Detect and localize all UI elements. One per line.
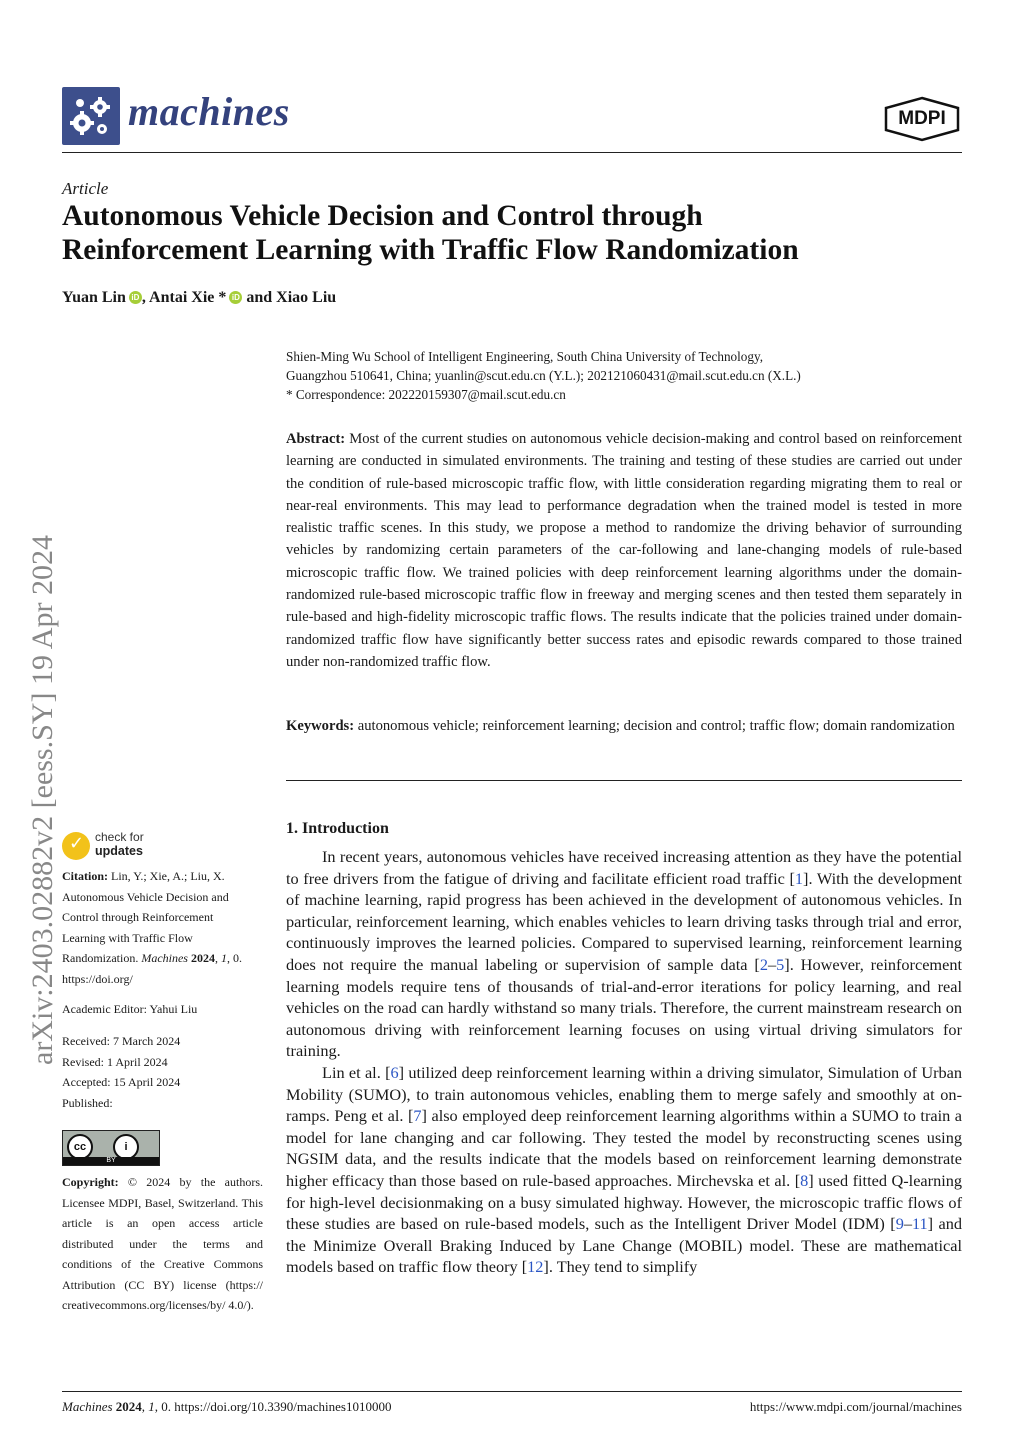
citation-link[interactable]: 1 xyxy=(794,868,804,888)
citation-link[interactable]: 12 xyxy=(527,1257,544,1277)
citation-link[interactable]: 9 xyxy=(895,1214,904,1234)
copyright-notice xyxy=(62,1172,263,1316)
dates-block xyxy=(62,1031,267,1113)
journal-logo xyxy=(62,87,120,145)
copyright-label: Copyright: xyxy=(62,1175,119,1189)
gears-icon xyxy=(62,87,120,145)
abstract xyxy=(286,428,962,673)
article-title xyxy=(62,199,962,267)
updates-label: updates xyxy=(95,844,143,858)
author-3[interactable]: Xiao Liu xyxy=(276,289,337,306)
affiliation-line: Shien-Ming Wu School of Intelligent Engineering, South China University of Technology, xyxy=(286,349,764,364)
publisher-name: MDPI xyxy=(898,108,946,129)
published-date: Published: xyxy=(62,1095,113,1110)
citation-link[interactable]: 5 xyxy=(776,954,785,974)
author-list: Yuan Lin iD , Antai Xie * iD and Xiao Liu xyxy=(62,289,337,306)
citation-doi-link[interactable]: https://doi.org/ xyxy=(62,971,133,986)
attribution-person-icon: i xyxy=(113,1134,139,1160)
check-label: check for xyxy=(95,830,144,844)
section-heading: 1. Introduction xyxy=(286,820,389,837)
orcid-icon[interactable]: iD xyxy=(129,291,142,304)
title-line-1: Autonomous Vehicle Decision and Control through xyxy=(62,200,703,232)
journal-name: machines xyxy=(128,89,290,134)
revised-date: Revised: 1 April 2024 xyxy=(62,1054,168,1069)
orcid-icon[interactable]: iD xyxy=(229,291,242,304)
by-label: BY xyxy=(63,1157,159,1165)
footer-citation: Machines 2024, 1, 0. https://doi.org/10.3390/machines1010000 xyxy=(62,1399,392,1414)
section-divider xyxy=(286,780,962,781)
accepted-date: Accepted: 15 April 2024 xyxy=(62,1075,181,1089)
affiliation xyxy=(286,347,962,404)
keywords-text: autonomous vehicle; reinforcement learning; decision and control; traffic flow; domain randomization xyxy=(354,718,955,734)
title-line-2: Reinforcement Learning with Traffic Flow Randomization xyxy=(62,234,799,266)
checkmark-icon: ✓ xyxy=(62,832,90,860)
cc-icon: cc xyxy=(67,1134,93,1160)
keywords xyxy=(286,715,962,737)
header-divider xyxy=(62,152,962,153)
keywords-label: Keywords: xyxy=(286,718,355,734)
citation-link[interactable]: 7 xyxy=(413,1106,422,1126)
footer-journal-url[interactable]: https://www.mdpi.com/journal/machines xyxy=(749,1399,962,1414)
citation-label: Citation: xyxy=(62,869,108,883)
citation-link[interactable]: 11 xyxy=(911,1214,928,1234)
paragraph: In recent years, autonomous vehicles have received increasing attention as they have the potential to free drivers from the fatigue of driving and facilitate efficient road traffic [1]. With the development of machine learning, rapid progress has been achieved in the development of autonomous vehicles. In particular, reinforcement learning, which enables vehicles to learn driving tasks through trial and error, continuously improves the learned policies. Compared to supervised learning, reinforcement learning does not require the manual labeling or supervision of sample data [2–5]. However, reinforcement learning models require tens of thousands of trial-and-error iterations for policy learning, and real vehicles on the road can hardly withstand so many trials. Therefore, the current mainstream research on autonomous driving with reinforcement learning focuses on using virtual driving simulators for training. xyxy=(286,847,962,1061)
received-date: Received: 7 March 2024 xyxy=(62,1034,181,1048)
copyright-text: © 2024 by the authors. Licensee MDPI, Basel, Switzerland. This article is an open access article distributed under the terms and conditions of the Creative Commons Attribution (CC BY) license (https:// creativecommons.org/licenses/by/ 4.0/). xyxy=(62,1175,263,1312)
abstract-label: Abstract: xyxy=(286,431,346,447)
arxiv-stamp xyxy=(18,440,64,1070)
citation-link[interactable]: 8 xyxy=(800,1170,809,1190)
correspondence: * Correspondence: 202220159307@mail.scut.edu.cn xyxy=(286,387,566,402)
publisher-logo xyxy=(882,96,962,142)
affiliation-line: Guangzhou 510641, China; yuanlin@scut.edu.cn (Y.L.); 202121060431@mail.scut.edu.cn (X.L.) xyxy=(286,368,801,383)
citation-block: Citation: Lin, Y.; Xie, A.; Liu, X. Autonomous Vehicle Decision and Control through Reinforcement Learning with Traffic Flow Randomization. Machines 2024, 1, 0. https://doi.org/ xyxy=(62,866,267,989)
intro-body xyxy=(286,846,962,1278)
arxiv-stamp-text: arXiv:2403.02882v2 [eess.SY] 19 Apr 2024 xyxy=(26,535,59,1065)
author-1[interactable]: Yuan Lin xyxy=(62,289,126,306)
abstract-text: Most of the current studies on autonomous vehicle decision-making and control based on reinforcement learning are conducted in simulated environments. The training and testing of these studies are carried out under the condition of rule-based microscopic traffic flow, with little consideration regarding migrating them to real or near-real environments. This may lead to performance degradation when the trained model is tested in more realistic traffic scenes. In this study, we propose a method to randomize the driving behavior of surrounding vehicles by randomizing certain parameters of the car-following and lane-changing models of rule-based microscopic traffic flow. We trained policies with deep reinforcement learning algorithms under the domain-randomized rule-based microscopic traffic flow in freeway and merging scenes and then tested them separately in rule-based and high-fidelity microscopic traffic flows. The results indicate that the policies trained under domain-randomized traffic flow have significantly better success rates and episodic rewards compared to those trained under non-randomized traffic flow. xyxy=(286,431,962,670)
cc-by-license-badge[interactable] xyxy=(62,1130,160,1166)
article-type: Article xyxy=(62,179,109,198)
footer-divider xyxy=(62,1391,962,1392)
author-2[interactable]: Antai Xie * xyxy=(149,289,227,306)
paragraph: Lin et al. [6] utilized deep reinforcement learning within a driving simulator, Simulation of Urban Mobility (SUMO), to train autonomous vehicles, enabling them to merge safely and smoothly at on-ramps. Peng et al. [7] also employed deep reinforcement learning algorithms within a SUMO to train a model for lane changing and car following. They tested the model by reconstructing scenes using NGSIM data, and the results indicate that the models based on reinforcement learning demonstrate higher efficacy than those based on rule-based approaches. Mirchevska et al. [8] used fitted Q-learning for high-level decisionmaking on a busy simulated highway. However, the microscopic traffic flows of these studies are based on rule-based models, such as the Intelligent Driver Model (IDM) [9–11] and the Minimize Overall Braking Induced by Lane Change (MOBIL) model. These are mathematical models based on traffic flow theory [12]. They tend to simplify xyxy=(286,1062,963,1277)
academic-editor: Academic Editor: Yahui Liu xyxy=(62,1002,198,1016)
citation-link[interactable]: 6 xyxy=(390,1062,399,1082)
citation-link[interactable]: 2 xyxy=(759,954,768,974)
